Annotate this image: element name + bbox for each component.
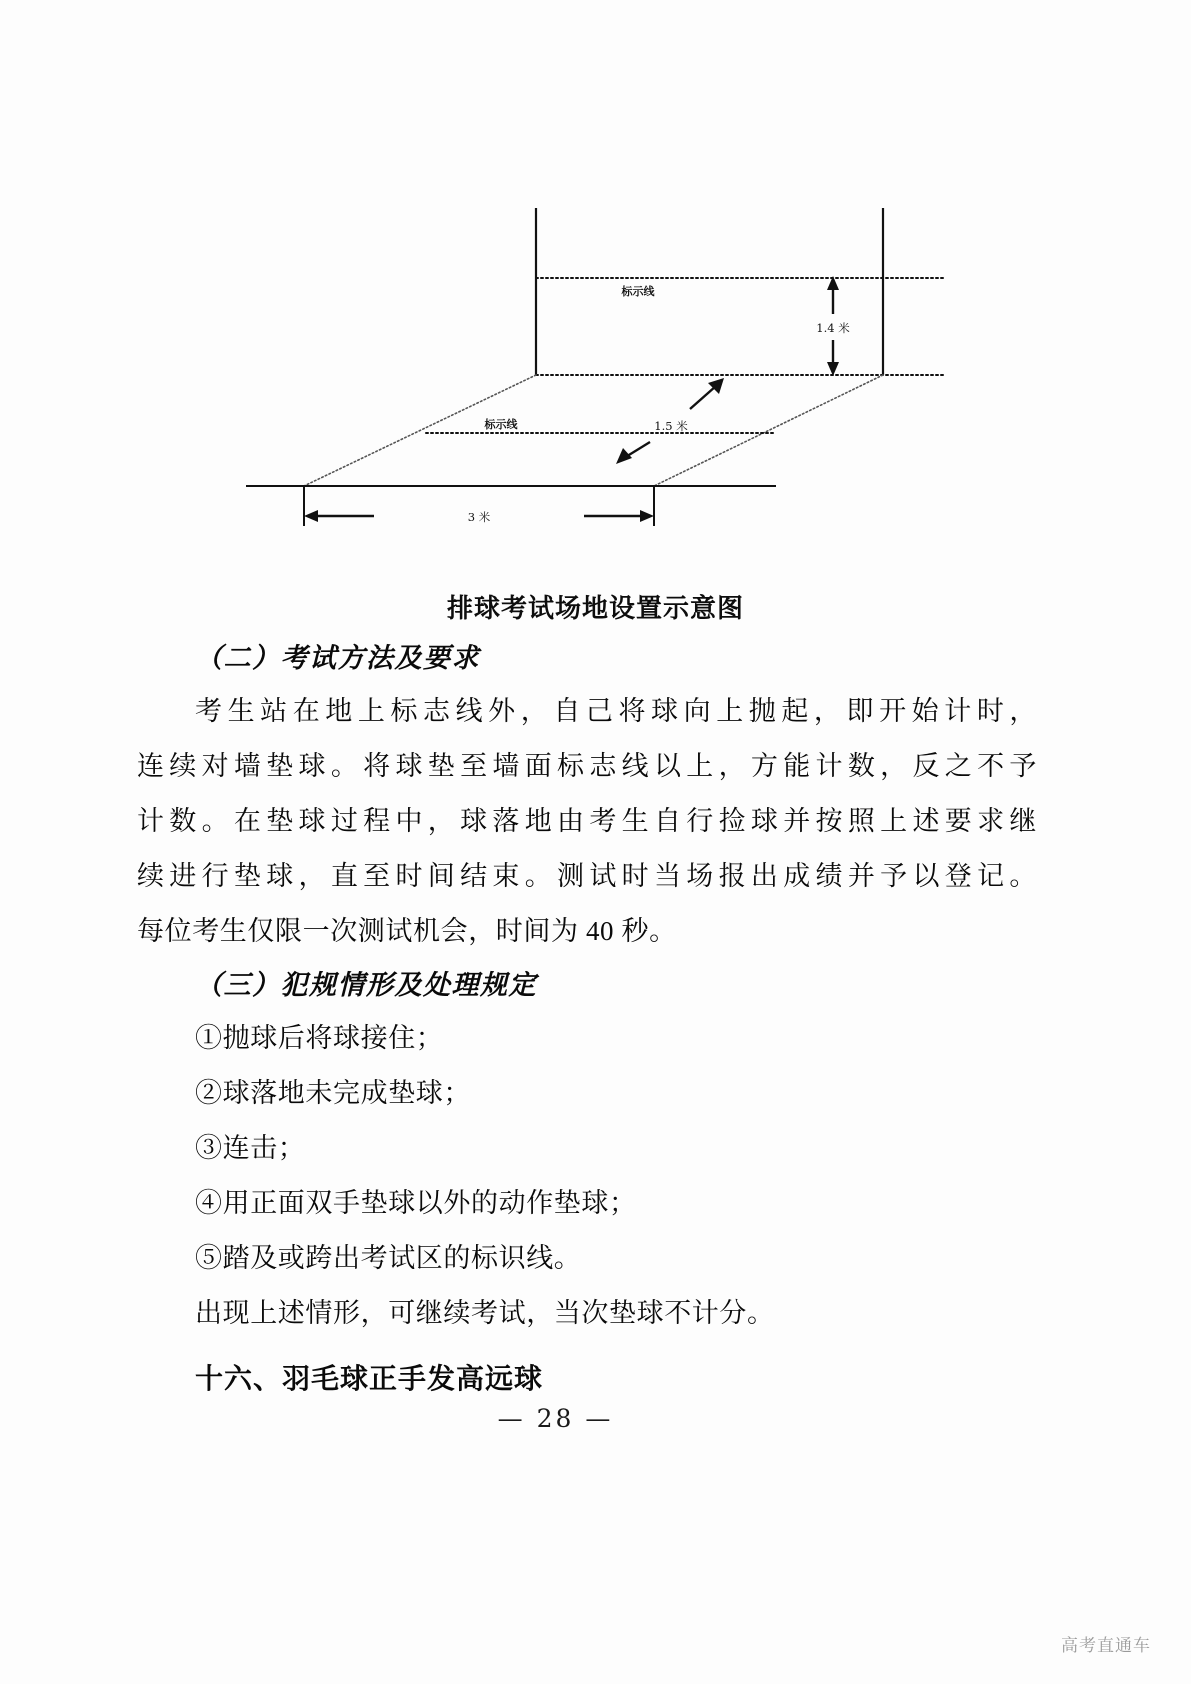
- document-body: [137, 632, 1037, 1409]
- floor-depth-dimension: [616, 378, 724, 464]
- method-paragraph-line-1: 考生站在地上标志线外，自己将球向上抛起，即开始计时，: [195, 696, 1037, 726]
- wall-height-dimension: [816, 276, 850, 376]
- section-heading-method: （二）考试方法及要求: [195, 643, 480, 673]
- list-item: ③连击；: [195, 1133, 306, 1163]
- figure-caption: 排球考试场地设置示意图: [446, 594, 744, 624]
- wall-marking-label: 标示线: [621, 285, 654, 298]
- court-width-dimension: [304, 510, 654, 524]
- list-item: ②球落地未完成垫球；: [195, 1078, 471, 1108]
- section-heading-fouls: （三）犯规情形及处理规定: [195, 970, 537, 1000]
- floor-marking-label: 标示线: [484, 418, 517, 431]
- method-paragraph-line-2: 连续对墙垫球。将球垫至墙面标志线以上，方能计数，反之不予: [137, 751, 1037, 781]
- list-item: ①抛球后将球接住；: [195, 1023, 444, 1053]
- list-item: ⑤踏及或跨出考试区的标识线。: [195, 1243, 582, 1273]
- method-paragraph-line-4: 续进行垫球，直至时间结束。测试时当场报出成绩并予以登记。: [137, 861, 1037, 891]
- chapter-heading-next: 十六、羽毛球正手发高远球: [195, 1362, 544, 1395]
- method-paragraph-line-5: 每位考生仅限一次测试机会，时间为 40 秒。: [137, 916, 677, 946]
- court-width-label: 3 米: [467, 510, 490, 524]
- watermark: 高考直通车: [1061, 1636, 1151, 1656]
- court-diagram-svg: [246, 190, 946, 560]
- foul-closing-note: 出现上述情形，可继续考试，当次垫球不计分。: [195, 1298, 775, 1328]
- floor-depth-label: 1.5 米: [653, 419, 688, 433]
- page-number: — 28 —: [497, 1404, 614, 1433]
- method-paragraph-line-3: 计数。在垫球过程中，球落地由考生自行捡球并按照上述要求继: [137, 806, 1037, 836]
- floor-right-diagonal: [654, 375, 883, 486]
- wall-height-label: 1.4 米: [815, 321, 850, 335]
- list-item: ④用正面双手垫球以外的动作垫球；: [195, 1188, 637, 1218]
- foul-list: [137, 1011, 1037, 1286]
- court-diagram-figure: [0, 190, 1191, 570]
